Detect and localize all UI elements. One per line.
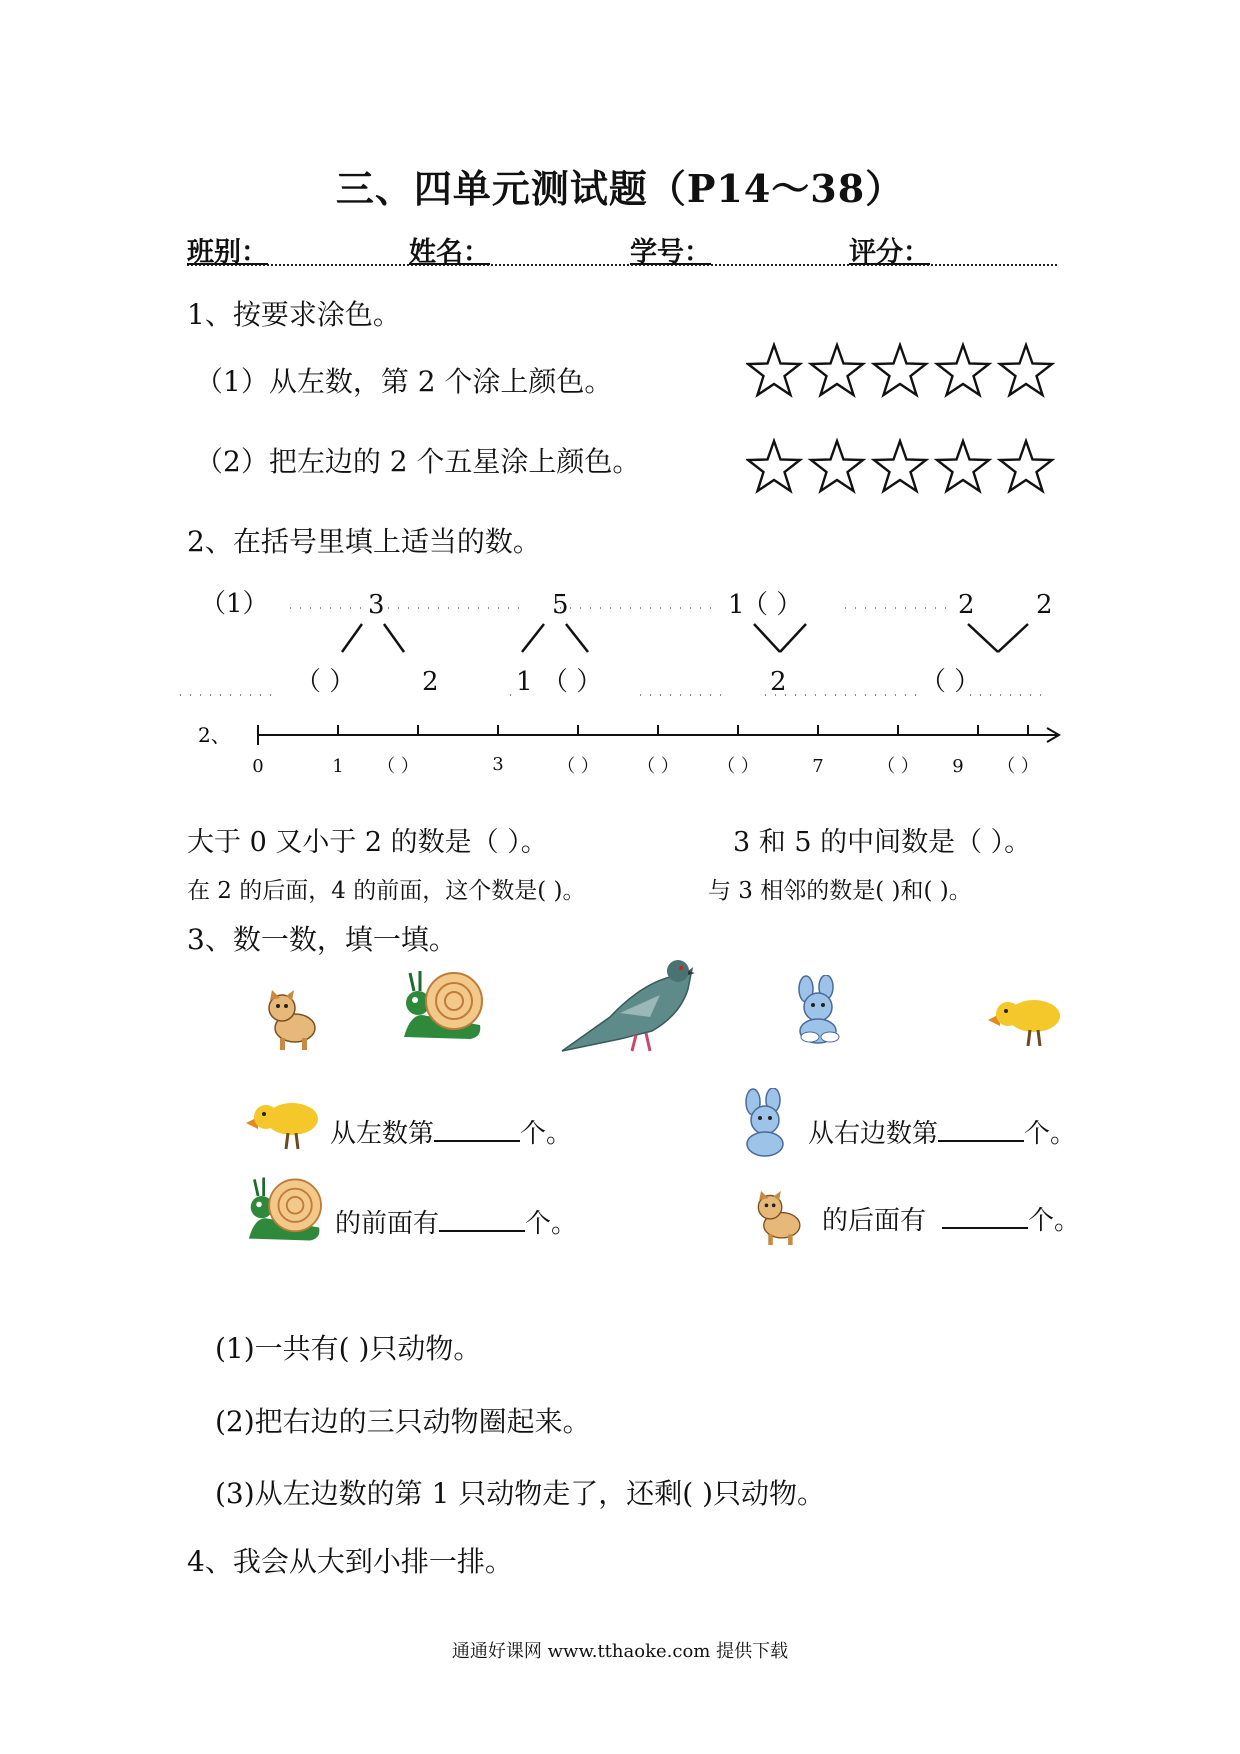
star-row-2: [746, 438, 1064, 500]
q4-title: 4、我会从大到小排一排。: [187, 1545, 513, 1578]
q3-row3-suffix: 个。: [525, 1209, 578, 1239]
nl-label: 1: [332, 756, 344, 777]
snail-icon: [242, 1172, 326, 1246]
q3-row3: [335, 1203, 577, 1240]
number-composition-diagram: [180, 580, 1070, 780]
star-row-1: [746, 342, 1064, 404]
answer-blank[interactable]: [434, 1114, 520, 1142]
tree3-bottom: 2: [770, 667, 787, 697]
q1-sub1: （1）从左数，第 2 个涂上颜色。: [195, 365, 613, 398]
nl-label: 3: [492, 754, 504, 775]
tree1-left: （ ）: [295, 667, 356, 697]
q2-fill4: 与 3 相邻的数是( )和( )。: [708, 878, 972, 904]
nl-label: （ ）: [557, 756, 599, 777]
nl-label: （ ）: [377, 756, 419, 777]
q3-row3-text: 的前面有: [335, 1209, 440, 1239]
tree4-bottom: （ ）: [920, 667, 981, 697]
star-icon[interactable]: [1000, 345, 1052, 395]
tree1-top: 3: [368, 590, 385, 620]
q3-sub2: (2)把右边的三只动物圈起来。: [215, 1405, 591, 1438]
dog-icon: [262, 988, 324, 1052]
q3-row1-suffix: 个。: [520, 1119, 573, 1149]
answer-blank[interactable]: [938, 1114, 1024, 1142]
star-icon[interactable]: [874, 345, 926, 395]
rabbit-icon: [735, 1088, 797, 1158]
tree3-top-left: 1: [728, 590, 745, 620]
dog-icon: [752, 1188, 808, 1248]
q2-title: 2、在括号里填上适当的数。: [187, 525, 541, 558]
star-icon[interactable]: [811, 441, 863, 491]
q3-row4: [822, 1200, 1080, 1237]
rabbit-icon: [788, 975, 850, 1045]
star-icon[interactable]: [874, 441, 926, 491]
star-icon[interactable]: [937, 441, 989, 491]
q3-row2-text: 从右边数第: [808, 1119, 939, 1149]
snail-icon: [400, 965, 484, 1045]
star-icon[interactable]: [1000, 441, 1052, 491]
nl-label: 9: [952, 756, 964, 777]
name-label: 姓名：: [409, 237, 490, 268]
duck-icon: [244, 1093, 318, 1151]
q1-sub2: （2）把左边的 2 个五星涂上颜色。: [195, 445, 641, 478]
nl-label: 0: [252, 756, 264, 777]
nl-label: （ ）: [997, 756, 1039, 777]
tree2-left: 1: [516, 667, 533, 697]
nl-label: （ ）: [717, 756, 759, 777]
nl-label: 7: [812, 756, 824, 777]
student-id-label: 学号：: [630, 237, 711, 268]
q3-row4-text: 的后面有: [822, 1206, 927, 1236]
q3-sub3: (3)从左边数的第 1 只动物走了，还剩( )只动物。: [215, 1477, 826, 1510]
q2-part2-label: 2、: [198, 723, 231, 747]
q2-fill1: 大于 0 又小于 2 的数是（ ）。: [187, 827, 548, 858]
tree1-right: 2: [422, 667, 439, 697]
answer-blank[interactable]: [942, 1201, 1028, 1229]
tree3-top-right: （ ）: [742, 590, 803, 620]
nl-label: （ ）: [877, 756, 919, 777]
answer-blank[interactable]: [439, 1204, 525, 1232]
pigeon-icon: [560, 955, 696, 1055]
star-icon[interactable]: [748, 441, 800, 491]
tree4-top-right: 2: [1036, 590, 1053, 620]
star-icon[interactable]: [937, 345, 989, 395]
q1-title: 1、按要求涂色。: [187, 298, 401, 331]
q3-sub1: (1)一共有( )只动物。: [215, 1332, 482, 1365]
q2-fill2: 3 和 5 的中间数是（ ）。: [733, 827, 1032, 858]
tree2-right: （ ）: [542, 667, 603, 697]
nl-label: （ ）: [637, 756, 679, 777]
footer-credit: 通通好课网 www.tthaoke.com 提供下载: [451, 1641, 789, 1662]
tree2-top: 5: [552, 590, 569, 620]
class-label: 班别：: [187, 237, 268, 268]
star-icon[interactable]: [748, 345, 800, 395]
q3-row2: [808, 1113, 1076, 1150]
q3-row1-text: 从左数第: [330, 1119, 435, 1149]
page-title: 三、四单元测试题（P14～38）: [335, 166, 905, 211]
q3-row2-suffix: 个。: [1024, 1119, 1077, 1149]
q3-row4-suffix: 个。: [1028, 1206, 1081, 1236]
q2-part1-label: （1）: [200, 589, 269, 619]
score-label: 评分：: [849, 237, 930, 268]
star-icon[interactable]: [811, 345, 863, 395]
q2-fill3: 在 2 的后面，4 的前面，这个数是( )。: [187, 878, 586, 904]
tree4-top-left: 2: [958, 590, 975, 620]
student-info-line: [187, 230, 1057, 266]
q3-title: 3、数一数，填一填。: [187, 923, 457, 956]
q3-row1: [330, 1113, 572, 1150]
duck-icon: [986, 990, 1060, 1048]
